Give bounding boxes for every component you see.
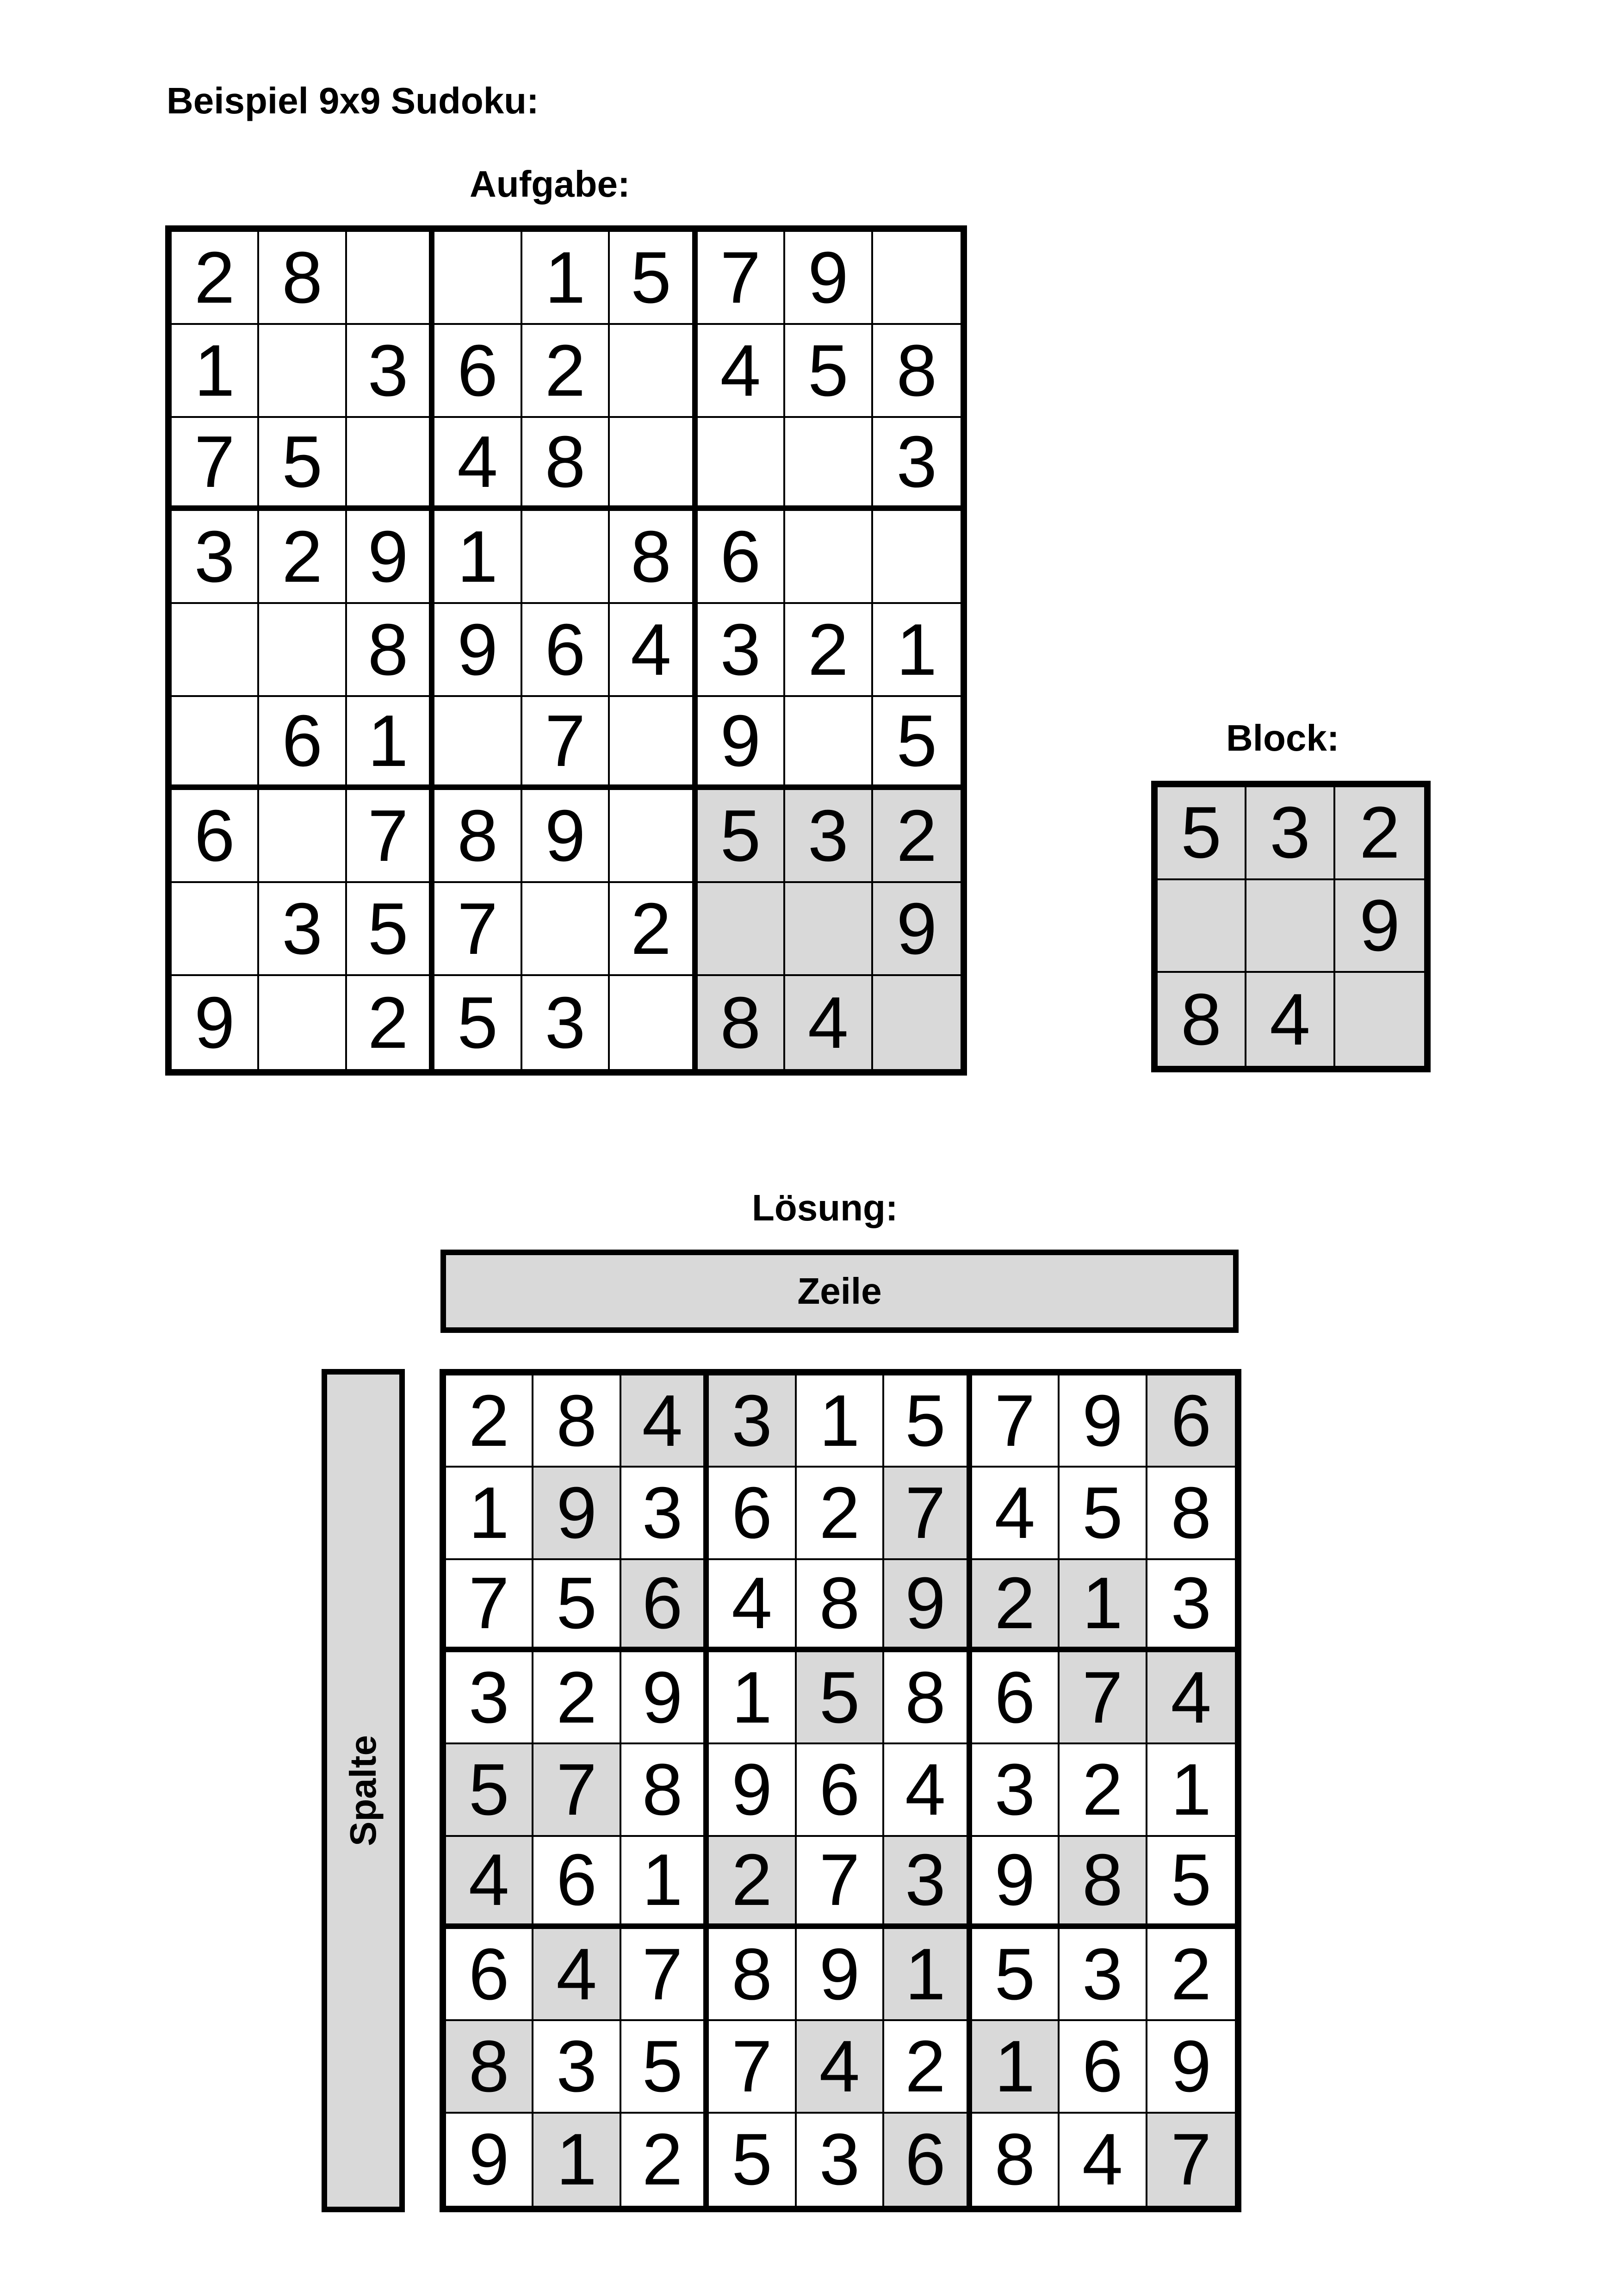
block-cell-r3-c2: 4 bbox=[1246, 973, 1333, 1066]
solution-cell-r9-c7: 8 bbox=[972, 2114, 1058, 2206]
solution-cell-r1-c9: 6 bbox=[1147, 1375, 1235, 1466]
solution-cell-r2-c3: 3 bbox=[621, 1468, 703, 1558]
puzzle-cell-r3-c7 bbox=[698, 418, 783, 505]
puzzle-cell-r3-c5: 8 bbox=[522, 418, 608, 505]
solution-cell-r4-c8: 7 bbox=[1060, 1652, 1145, 1742]
solution-cell-r6-c1: 4 bbox=[446, 1837, 532, 1923]
solution-cell-r3-c2: 5 bbox=[533, 1560, 619, 1647]
column-label-bar bbox=[322, 1369, 405, 2212]
solution-cell-r3-c4: 4 bbox=[709, 1560, 794, 1647]
puzzle-cell-r2-c3: 3 bbox=[347, 325, 429, 416]
solution-cell-r8-c7: 1 bbox=[972, 2021, 1058, 2111]
solution-cell-r2-c7: 4 bbox=[972, 1468, 1058, 1558]
solution-cell-r3-c6: 9 bbox=[884, 1560, 966, 1647]
puzzle-cell-r6-c4 bbox=[434, 697, 520, 784]
puzzle-cell-r6-c9: 5 bbox=[873, 697, 961, 784]
block-grid bbox=[1151, 781, 1431, 1072]
solution-cell-r8-c2: 3 bbox=[533, 2021, 619, 2111]
page-title: Beispiel 9x9 Sudoku: bbox=[167, 80, 539, 121]
puzzle-heading: Aufgabe: bbox=[470, 163, 630, 205]
solution-cell-r6-c9: 5 bbox=[1147, 1837, 1235, 1923]
puzzle-cell-r8-c6: 2 bbox=[610, 883, 692, 974]
puzzle-cell-r5-c7: 3 bbox=[698, 604, 783, 695]
puzzle-cell-r8-c4: 7 bbox=[434, 883, 520, 974]
puzzle-cell-r4-c2: 2 bbox=[259, 511, 345, 602]
puzzle-cell-r5-c1 bbox=[172, 604, 257, 695]
puzzle-cell-r9-c2 bbox=[259, 976, 345, 1069]
puzzle-cell-r2-c2 bbox=[259, 325, 345, 416]
puzzle-cell-r9-c5: 3 bbox=[522, 976, 608, 1069]
block-cell-r3-c1: 8 bbox=[1158, 973, 1245, 1066]
solution-cell-r2-c4: 6 bbox=[709, 1468, 794, 1558]
block-heading: Block: bbox=[1226, 717, 1339, 759]
block-cell-r3-c3 bbox=[1335, 973, 1424, 1066]
solution-cell-r9-c1: 9 bbox=[446, 2114, 532, 2206]
solution-cell-r5-c8: 2 bbox=[1060, 1744, 1145, 1835]
solution-cell-r4-c1: 3 bbox=[446, 1652, 532, 1742]
solution-cell-r6-c4: 2 bbox=[709, 1837, 794, 1923]
block-cell-r2-c3: 9 bbox=[1335, 880, 1424, 971]
solution-cell-r2-c6: 7 bbox=[884, 1468, 966, 1558]
solution-cell-r5-c3: 8 bbox=[621, 1744, 703, 1835]
puzzle-cell-r1-c4 bbox=[434, 232, 520, 323]
puzzle-cell-r3-c8 bbox=[785, 418, 871, 505]
puzzle-cell-r6-c7: 9 bbox=[698, 697, 783, 784]
puzzle-cell-r5-c4: 9 bbox=[434, 604, 520, 695]
solution-cell-r7-c1: 6 bbox=[446, 1929, 532, 2019]
puzzle-cell-r9-c6 bbox=[610, 976, 692, 1069]
puzzle-cell-r5-c3: 8 bbox=[347, 604, 429, 695]
puzzle-cell-r8-c1 bbox=[172, 883, 257, 974]
puzzle-cell-r8-c2: 3 bbox=[259, 883, 345, 974]
puzzle-cell-r1-c2: 8 bbox=[259, 232, 345, 323]
puzzle-cell-r5-c5: 6 bbox=[522, 604, 608, 695]
solution-cell-r1-c4: 3 bbox=[709, 1375, 794, 1466]
solution-cell-r1-c3: 4 bbox=[621, 1375, 703, 1466]
puzzle-cell-r1-c8: 9 bbox=[785, 232, 871, 323]
puzzle-cell-r8-c8 bbox=[785, 883, 871, 974]
puzzle-cell-r7-c3: 7 bbox=[347, 790, 429, 881]
puzzle-cell-r2-c6 bbox=[610, 325, 692, 416]
block-cell-r2-c1 bbox=[1158, 880, 1245, 971]
puzzle-cell-r1-c1: 2 bbox=[172, 232, 257, 323]
solution-cell-r9-c5: 3 bbox=[797, 2114, 882, 2206]
puzzle-cell-r1-c7: 7 bbox=[698, 232, 783, 323]
row-label: Zeile bbox=[797, 1270, 882, 1312]
solution-cell-r1-c8: 9 bbox=[1060, 1375, 1145, 1466]
puzzle-cell-r2-c7: 4 bbox=[698, 325, 783, 416]
solution-cell-r5-c9: 1 bbox=[1147, 1744, 1235, 1835]
solution-cell-r4-c3: 9 bbox=[621, 1652, 703, 1742]
puzzle-cell-r4-c3: 9 bbox=[347, 511, 429, 602]
puzzle-cell-r9-c9 bbox=[873, 976, 961, 1069]
solution-cell-r5-c2: 7 bbox=[533, 1744, 619, 1835]
solution-cell-r1-c5: 1 bbox=[797, 1375, 882, 1466]
puzzle-cell-r7-c5: 9 bbox=[522, 790, 608, 881]
solution-cell-r2-c9: 8 bbox=[1147, 1468, 1235, 1558]
solution-cell-r6-c7: 9 bbox=[972, 1837, 1058, 1923]
puzzle-cell-r9-c8: 4 bbox=[785, 976, 871, 1069]
puzzle-cell-r9-c3: 2 bbox=[347, 976, 429, 1069]
puzzle-cell-r1-c9 bbox=[873, 232, 961, 323]
solution-cell-r4-c2: 2 bbox=[533, 1652, 619, 1742]
solution-cell-r3-c3: 6 bbox=[621, 1560, 703, 1647]
puzzle-cell-r1-c3 bbox=[347, 232, 429, 323]
solution-cell-r4-c5: 5 bbox=[797, 1652, 882, 1742]
solution-cell-r5-c7: 3 bbox=[972, 1744, 1058, 1835]
puzzle-cell-r7-c1: 6 bbox=[172, 790, 257, 881]
solution-heading: Lösung: bbox=[752, 1187, 898, 1228]
puzzle-cell-r3-c6 bbox=[610, 418, 692, 505]
solution-cell-r1-c2: 8 bbox=[533, 1375, 619, 1466]
puzzle-cell-r4-c9 bbox=[873, 511, 961, 602]
solution-cell-r7-c9: 2 bbox=[1147, 1929, 1235, 2019]
puzzle-cell-r5-c2 bbox=[259, 604, 345, 695]
solution-cell-r3-c5: 8 bbox=[797, 1560, 882, 1647]
puzzle-cell-r4-c1: 3 bbox=[172, 511, 257, 602]
solution-grid bbox=[440, 1369, 1241, 2212]
solution-cell-r7-c6: 1 bbox=[884, 1929, 966, 2019]
solution-cell-r5-c4: 9 bbox=[709, 1744, 794, 1835]
row-label-bar bbox=[440, 1250, 1239, 1333]
solution-cell-r1-c1: 2 bbox=[446, 1375, 532, 1466]
solution-cell-r8-c3: 5 bbox=[621, 2021, 703, 2111]
puzzle-cell-r2-c4: 6 bbox=[434, 325, 520, 416]
puzzle-cell-r4-c7: 6 bbox=[698, 511, 783, 602]
solution-cell-r8-c9: 9 bbox=[1147, 2021, 1235, 2111]
solution-cell-r6-c3: 1 bbox=[621, 1837, 703, 1923]
solution-cell-r7-c7: 5 bbox=[972, 1929, 1058, 2019]
solution-cell-r9-c8: 4 bbox=[1060, 2114, 1145, 2206]
puzzle-cell-r4-c5 bbox=[522, 511, 608, 602]
puzzle-cell-r2-c8: 5 bbox=[785, 325, 871, 416]
puzzle-cell-r6-c1 bbox=[172, 697, 257, 784]
solution-cell-r9-c2: 1 bbox=[533, 2114, 619, 2206]
solution-cell-r6-c5: 7 bbox=[797, 1837, 882, 1923]
solution-cell-r3-c7: 2 bbox=[972, 1560, 1058, 1647]
puzzle-cell-r2-c9: 8 bbox=[873, 325, 961, 416]
puzzle-cell-r7-c2 bbox=[259, 790, 345, 881]
solution-cell-r8-c5: 4 bbox=[797, 2021, 882, 2111]
solution-cell-r9-c4: 5 bbox=[709, 2114, 794, 2206]
puzzle-cell-r4-c4: 1 bbox=[434, 511, 520, 602]
solution-cell-r5-c1: 5 bbox=[446, 1744, 532, 1835]
puzzle-cell-r6-c3: 1 bbox=[347, 697, 429, 784]
solution-cell-r7-c5: 9 bbox=[797, 1929, 882, 2019]
puzzle-cell-r4-c8 bbox=[785, 511, 871, 602]
puzzle-cell-r6-c6 bbox=[610, 697, 692, 784]
puzzle-cell-r2-c1: 1 bbox=[172, 325, 257, 416]
solution-cell-r1-c6: 5 bbox=[884, 1375, 966, 1466]
solution-cell-r4-c9: 4 bbox=[1147, 1652, 1235, 1742]
solution-cell-r4-c7: 6 bbox=[972, 1652, 1058, 1742]
puzzle-cell-r9-c4: 5 bbox=[434, 976, 520, 1069]
puzzle-cell-r5-c6: 4 bbox=[610, 604, 692, 695]
puzzle-cell-r5-c9: 1 bbox=[873, 604, 961, 695]
puzzle-cell-r9-c7: 8 bbox=[698, 976, 783, 1069]
puzzle-cell-r2-c5: 2 bbox=[522, 325, 608, 416]
solution-cell-r2-c2: 9 bbox=[533, 1468, 619, 1558]
puzzle-cell-r6-c8 bbox=[785, 697, 871, 784]
puzzle-cell-r7-c9: 2 bbox=[873, 790, 961, 881]
block-cell-r2-c2 bbox=[1246, 880, 1333, 971]
puzzle-cell-r8-c9: 9 bbox=[873, 883, 961, 974]
puzzle-grid bbox=[165, 225, 967, 1076]
puzzle-cell-r5-c8: 2 bbox=[785, 604, 871, 695]
solution-cell-r7-c8: 3 bbox=[1060, 1929, 1145, 2019]
solution-cell-r9-c3: 2 bbox=[621, 2114, 703, 2206]
solution-cell-r2-c1: 1 bbox=[446, 1468, 532, 1558]
solution-cell-r9-c6: 6 bbox=[884, 2114, 966, 2206]
puzzle-cell-r1-c6: 5 bbox=[610, 232, 692, 323]
puzzle-cell-r7-c8: 3 bbox=[785, 790, 871, 881]
solution-cell-r8-c1: 8 bbox=[446, 2021, 532, 2111]
puzzle-cell-r7-c4: 8 bbox=[434, 790, 520, 881]
solution-cell-r2-c5: 2 bbox=[797, 1468, 882, 1558]
puzzle-cell-r6-c5: 7 bbox=[522, 697, 608, 784]
solution-cell-r3-c8: 1 bbox=[1060, 1560, 1145, 1647]
block-cell-r1-c3: 2 bbox=[1335, 787, 1424, 878]
puzzle-cell-r4-c6: 8 bbox=[610, 511, 692, 602]
puzzle-cell-r1-c5: 1 bbox=[522, 232, 608, 323]
solution-cell-r2-c8: 5 bbox=[1060, 1468, 1145, 1558]
solution-cell-r8-c8: 6 bbox=[1060, 2021, 1145, 2111]
solution-cell-r6-c2: 6 bbox=[533, 1837, 619, 1923]
column-label: Spalte bbox=[342, 1735, 384, 1847]
solution-cell-r6-c8: 8 bbox=[1060, 1837, 1145, 1923]
puzzle-cell-r3-c1: 7 bbox=[172, 418, 257, 505]
solution-cell-r6-c6: 3 bbox=[884, 1837, 966, 1923]
solution-cell-r3-c9: 3 bbox=[1147, 1560, 1235, 1647]
solution-cell-r8-c4: 7 bbox=[709, 2021, 794, 2111]
solution-cell-r7-c2: 4 bbox=[533, 1929, 619, 2019]
solution-cell-r5-c6: 4 bbox=[884, 1744, 966, 1835]
puzzle-cell-r3-c2: 5 bbox=[259, 418, 345, 505]
puzzle-cell-r8-c5 bbox=[522, 883, 608, 974]
puzzle-cell-r9-c1: 9 bbox=[172, 976, 257, 1069]
puzzle-cell-r3-c4: 4 bbox=[434, 418, 520, 505]
block-cell-r1-c2: 3 bbox=[1246, 787, 1333, 878]
solution-cell-r4-c6: 8 bbox=[884, 1652, 966, 1742]
solution-cell-r8-c6: 2 bbox=[884, 2021, 966, 2111]
block-cell-r1-c1: 5 bbox=[1158, 787, 1245, 878]
puzzle-cell-r7-c6 bbox=[610, 790, 692, 881]
puzzle-cell-r3-c9: 3 bbox=[873, 418, 961, 505]
solution-cell-r5-c5: 6 bbox=[797, 1744, 882, 1835]
puzzle-cell-r8-c3: 5 bbox=[347, 883, 429, 974]
solution-cell-r7-c3: 7 bbox=[621, 1929, 703, 2019]
solution-cell-r1-c7: 7 bbox=[972, 1375, 1058, 1466]
puzzle-cell-r8-c7 bbox=[698, 883, 783, 974]
solution-cell-r3-c1: 7 bbox=[446, 1560, 532, 1647]
solution-cell-r4-c4: 1 bbox=[709, 1652, 794, 1742]
solution-cell-r9-c9: 7 bbox=[1147, 2114, 1235, 2206]
puzzle-cell-r3-c3 bbox=[347, 418, 429, 505]
puzzle-cell-r6-c2: 6 bbox=[259, 697, 345, 784]
solution-cell-r7-c4: 8 bbox=[709, 1929, 794, 2019]
puzzle-cell-r7-c7: 5 bbox=[698, 790, 783, 881]
